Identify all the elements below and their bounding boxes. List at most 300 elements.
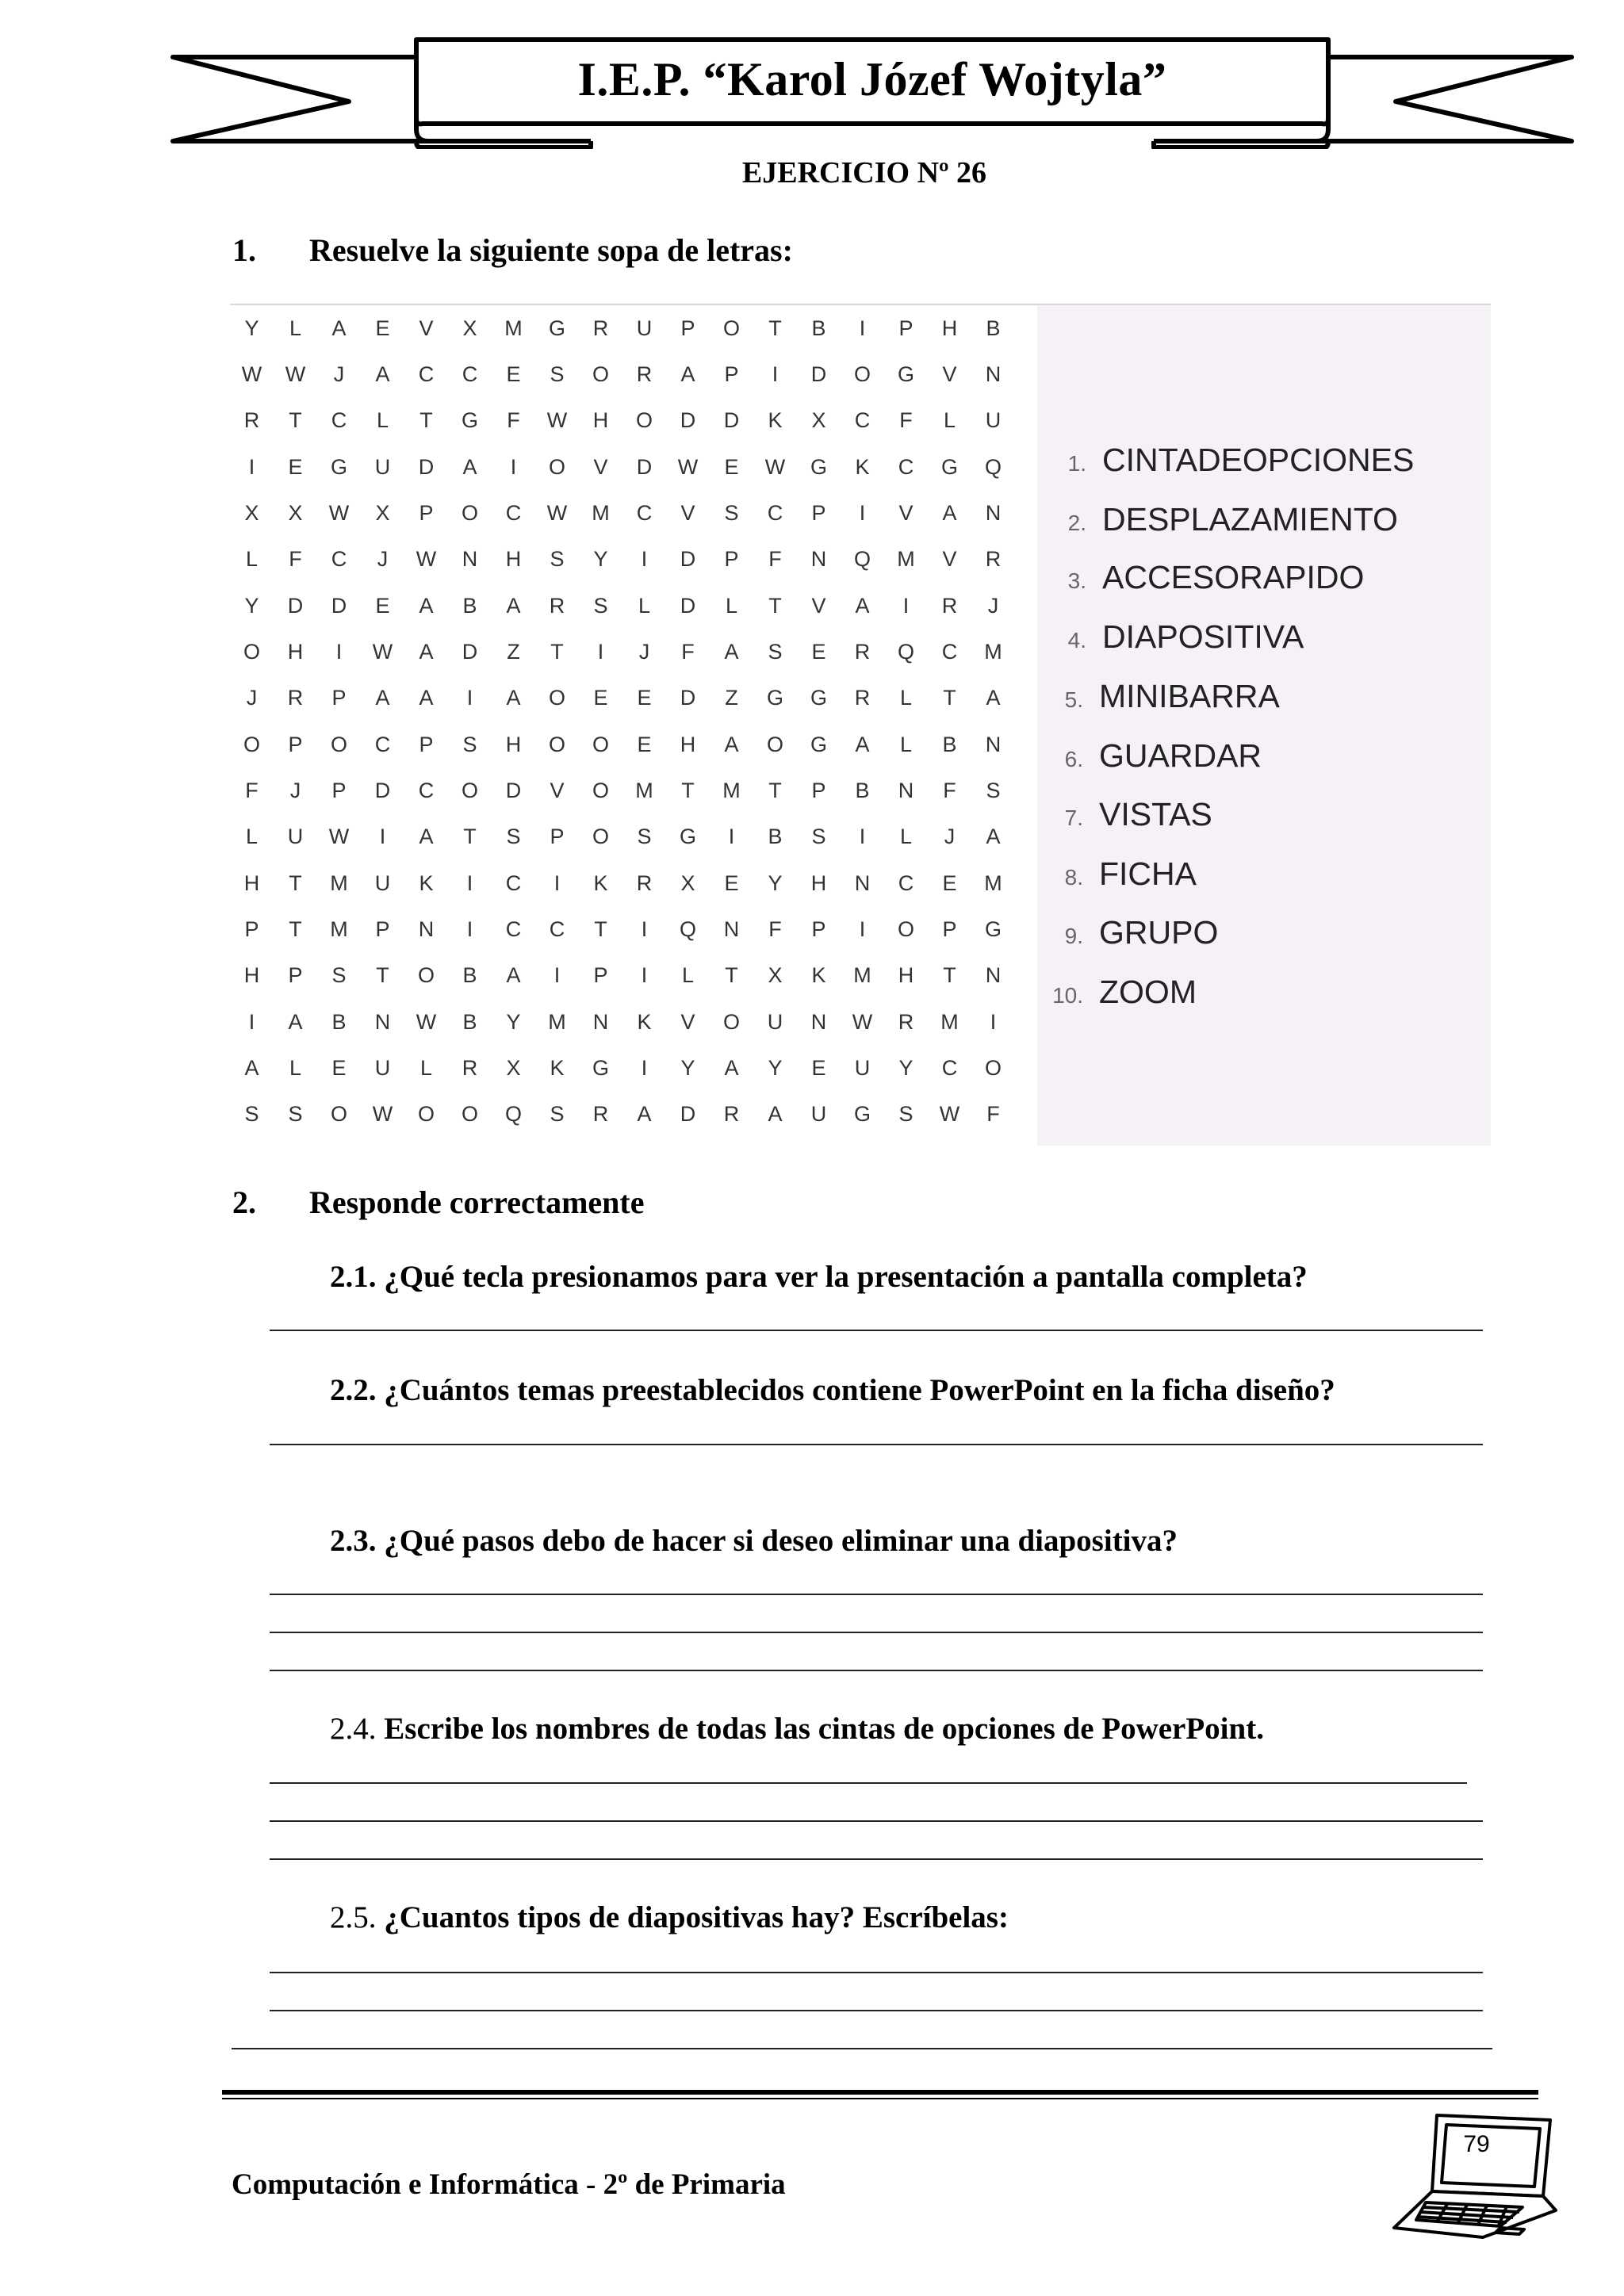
answer-line[interactable]: [270, 1594, 1483, 1595]
grid-letter: B: [331, 1009, 347, 1034]
grid-letter: R: [636, 871, 653, 895]
grid-letter: I: [859, 825, 866, 849]
grid-letter: L: [245, 825, 259, 849]
footer-course: Computación e Informática - 2º de Primaria: [232, 2168, 786, 2201]
grid-letter: E: [724, 871, 739, 895]
word-search-grid: [230, 305, 1015, 1138]
grid-letter: D: [680, 547, 696, 572]
answer-line[interactable]: [270, 1444, 1483, 1445]
grid-letter: J: [289, 778, 301, 802]
grid-letter: Y: [768, 871, 783, 895]
grid-letter: Y: [593, 547, 608, 572]
word-text: VISTAS: [1099, 796, 1212, 832]
grid-letter: Q: [897, 639, 914, 664]
grid-letter: T: [725, 963, 738, 988]
grid-letter: I: [597, 639, 604, 664]
grid-letter: O: [461, 500, 478, 525]
question-number: 2.5.: [330, 1900, 377, 1934]
word-number: 6.: [1064, 747, 1083, 771]
grid-letter: A: [942, 500, 957, 525]
grid-letter: S: [288, 1102, 303, 1127]
grid-letter: O: [635, 408, 653, 433]
grid-letter: I: [859, 316, 866, 340]
grid-letter: Q: [504, 1102, 522, 1127]
grid-letter: L: [376, 408, 389, 433]
grid-letter: N: [985, 732, 1002, 756]
grid-letter: H: [505, 732, 522, 756]
grid-letter: V: [593, 454, 608, 479]
grid-letter: A: [637, 1102, 652, 1127]
grid-letter: T: [943, 963, 956, 988]
word-text: GRUPO: [1099, 914, 1219, 951]
grid-letter: A: [462, 454, 477, 479]
word-number: 1.: [1067, 451, 1086, 476]
answer-line[interactable]: [270, 1670, 1483, 1671]
grid-letter: R: [898, 1009, 914, 1034]
grid-letter: G: [679, 825, 696, 849]
grid-letter: O: [243, 639, 260, 664]
grid-letter: W: [852, 1009, 873, 1034]
grid-letter: L: [725, 593, 738, 618]
answer-line[interactable]: [270, 1972, 1483, 1973]
grid-letter: Q: [853, 547, 871, 572]
grid-letter: I: [553, 963, 561, 988]
grid-letter: D: [418, 454, 435, 479]
grid-letter: L: [899, 825, 913, 849]
grid-letter: L: [899, 732, 913, 756]
grid-letter: P: [244, 916, 259, 941]
grid-letter: H: [243, 871, 260, 895]
grid-letter: N: [810, 547, 827, 572]
grid-letter: O: [461, 778, 478, 802]
grid-letter: N: [898, 778, 914, 802]
grid-letter: I: [335, 639, 343, 664]
grid-letter: I: [641, 916, 648, 941]
grid-letter: C: [331, 408, 347, 433]
word-list-item: [1036, 914, 1218, 951]
grid-letter: I: [902, 593, 910, 618]
grid-letter: A: [288, 1009, 303, 1034]
grid-letter: F: [768, 547, 782, 572]
grid-letter: J: [333, 362, 345, 386]
grid-letter: K: [811, 963, 826, 988]
grid-letter: A: [855, 732, 870, 756]
grid-letter: R: [549, 593, 565, 618]
grid-letter: Z: [507, 639, 520, 664]
question-2-1: [330, 1259, 1308, 1295]
grid-letter: M: [984, 639, 1002, 664]
grid-letter: O: [548, 454, 565, 479]
grid-letter: E: [375, 593, 390, 618]
question-text: ¿Cuantos tipos de diapositivas hay? Escríbelas:: [384, 1900, 1009, 1934]
grid-letter: E: [724, 454, 739, 479]
grid-letter: T: [289, 871, 302, 895]
grid-letter: O: [722, 316, 740, 340]
grid-letter: D: [636, 454, 653, 479]
word-number: 8.: [1064, 865, 1083, 890]
grid-letter: W: [372, 639, 393, 664]
word-list-item: [1036, 855, 1197, 893]
grid-letter: W: [372, 1102, 393, 1127]
grid-letter: E: [288, 454, 303, 479]
grid-letter: D: [287, 593, 304, 618]
word-number: 9.: [1064, 924, 1083, 948]
grid-letter: B: [855, 778, 870, 802]
grid-letter: B: [462, 1009, 477, 1034]
grid-letter: M: [592, 500, 610, 525]
grid-letter: P: [724, 362, 739, 386]
grid-letter: H: [243, 963, 260, 988]
grid-letter: M: [330, 871, 348, 895]
word-text: ZOOM: [1099, 974, 1197, 1010]
word-list-item: [1039, 442, 1414, 479]
grid-letter: O: [592, 362, 609, 386]
grid-letter: Y: [506, 1009, 521, 1034]
grid-letter: S: [593, 593, 608, 618]
grid-letter: B: [768, 825, 783, 849]
grid-letter: N: [374, 1009, 391, 1034]
grid-letter: A: [419, 639, 434, 664]
grid-letter: R: [636, 362, 653, 386]
grid-letter: C: [549, 916, 565, 941]
grid-letter: W: [764, 454, 786, 479]
question-number: 2.3.: [330, 1524, 377, 1558]
grid-letter: U: [985, 408, 1002, 433]
grid-letter: O: [330, 732, 347, 756]
grid-letter: I: [641, 547, 648, 572]
grid-letter: D: [680, 593, 696, 618]
grid-letter: E: [375, 316, 390, 340]
grid-letter: F: [289, 547, 302, 572]
word-list-item: [1039, 501, 1398, 538]
grid-letter: V: [550, 778, 565, 802]
word-text: DIAPOSITIVA: [1102, 618, 1304, 655]
grid-letter: G: [810, 686, 827, 710]
answer-line[interactable]: [270, 1858, 1483, 1860]
grid-letter: C: [505, 916, 522, 941]
grid-letter: P: [942, 916, 957, 941]
grid-letter: T: [943, 686, 956, 710]
grid-letter: X: [288, 500, 303, 525]
grid-letter: K: [855, 454, 870, 479]
grid-letter: H: [505, 547, 522, 572]
exercise-title: EJERCICIO Nº 26: [741, 156, 987, 189]
grid-letter: L: [289, 316, 302, 340]
grid-letter: Z: [725, 686, 738, 710]
grid-letter: L: [899, 686, 913, 710]
grid-letter: C: [941, 639, 958, 664]
grid-letter: J: [944, 825, 956, 849]
grid-letter: T: [768, 316, 782, 340]
grid-letter: C: [505, 871, 522, 895]
grid-letter: I: [466, 686, 473, 710]
grid-letter: E: [811, 639, 826, 664]
grid-letter: C: [636, 500, 653, 525]
grid-letter: Y: [680, 1055, 695, 1080]
answer-line[interactable]: [270, 1632, 1483, 1633]
answer-line[interactable]: [270, 1820, 1483, 1822]
grid-letter: D: [462, 639, 478, 664]
grid-letter: C: [941, 1055, 958, 1080]
grid-letter: M: [853, 963, 871, 988]
grid-letter: O: [243, 732, 260, 756]
grid-letter: R: [723, 1102, 740, 1127]
grid-letter: F: [681, 639, 695, 664]
grid-letter: I: [553, 871, 561, 895]
grid-letter: H: [810, 871, 827, 895]
word-text: MINIBARRA: [1099, 678, 1280, 714]
answer-line[interactable]: [270, 1782, 1467, 1784]
school-name: I.E.P. “Karol Józef Wojtyla”: [577, 52, 1167, 105]
grid-letter: I: [859, 916, 866, 941]
grid-letter: E: [942, 871, 957, 895]
grid-letter: M: [940, 1009, 959, 1034]
grid-letter: R: [287, 686, 304, 710]
grid-letter: I: [641, 1055, 648, 1080]
grid-letter: P: [811, 778, 826, 802]
grid-letter: E: [506, 362, 521, 386]
grid-letter: B: [986, 316, 1001, 340]
footer-rule: [222, 2098, 1538, 2099]
grid-letter: J: [638, 639, 650, 664]
grid-letter: O: [417, 963, 435, 988]
grid-letter: P: [593, 963, 608, 988]
question-2-5: [330, 1900, 1009, 1935]
grid-letter: W: [546, 408, 568, 433]
grid-letter: G: [897, 362, 914, 386]
question-2-3: [330, 1523, 1178, 1559]
grid-letter: R: [462, 1055, 478, 1080]
grid-letter: Y: [244, 316, 259, 340]
grid-letter: W: [416, 547, 437, 572]
question-text: ¿Qué pasos debo de hacer si deseo eliminar una diapositiva?: [384, 1524, 1178, 1558]
grid-letter: L: [943, 408, 956, 433]
grid-letter: O: [548, 732, 565, 756]
grid-letter: T: [376, 963, 389, 988]
grid-letter: D: [505, 778, 522, 802]
grid-letter: R: [854, 686, 871, 710]
grid-letter: F: [899, 408, 913, 433]
grid-letter: G: [984, 916, 1002, 941]
grid-letter: K: [550, 1055, 565, 1080]
answer-line[interactable]: [270, 2010, 1483, 2011]
grid-letter: W: [241, 362, 262, 386]
grid-letter: S: [811, 825, 826, 849]
grid-letter: U: [287, 825, 304, 849]
grid-letter: V: [811, 593, 826, 618]
grid-letter: O: [417, 1102, 435, 1127]
grid-letter: W: [677, 454, 699, 479]
grid-letter: F: [768, 916, 782, 941]
grid-letter: H: [941, 316, 958, 340]
grid-letter: D: [810, 362, 827, 386]
grid-letter: O: [984, 1055, 1002, 1080]
grid-letter: H: [898, 963, 914, 988]
grid-letter: S: [331, 963, 347, 988]
grid-letter: A: [506, 686, 521, 710]
grid-letter: X: [768, 963, 783, 988]
grid-letter: M: [984, 871, 1002, 895]
section-2-number: 2.: [232, 1184, 256, 1220]
grid-letter: T: [768, 593, 782, 618]
grid-letter: V: [419, 316, 434, 340]
grid-letter: L: [681, 963, 695, 988]
grid-letter: O: [548, 686, 565, 710]
section-1-number: 1.: [232, 232, 256, 268]
grid-letter: P: [550, 825, 565, 849]
grid-letter: N: [810, 1009, 827, 1034]
word-number: 2.: [1067, 511, 1086, 535]
question-number: 2.4.: [330, 1712, 377, 1746]
grid-letter: S: [986, 778, 1001, 802]
answer-line[interactable]: [232, 2048, 1492, 2049]
grid-letter: X: [811, 408, 826, 433]
grid-letter: T: [289, 916, 302, 941]
grid-letter: P: [331, 778, 347, 802]
grid-letter: T: [681, 778, 695, 802]
grid-letter: U: [810, 1102, 827, 1127]
grid-letter: A: [768, 1102, 783, 1127]
grid-letter: E: [637, 732, 652, 756]
grid-letter: O: [853, 362, 871, 386]
grid-letter: A: [506, 963, 521, 988]
grid-letter: O: [592, 732, 609, 756]
section-2-instruction: Responde correctamente: [309, 1184, 645, 1220]
grid-letter: A: [986, 686, 1001, 710]
grid-letter: A: [244, 1055, 259, 1080]
word-number: 4.: [1067, 628, 1086, 652]
grid-letter: G: [810, 732, 827, 756]
grid-letter: T: [463, 825, 477, 849]
grid-letter: A: [375, 362, 390, 386]
grid-letter: O: [330, 1102, 347, 1127]
grid-letter: W: [328, 825, 350, 849]
word-number: 5.: [1064, 687, 1083, 712]
grid-letter: U: [767, 1009, 783, 1034]
grid-letter: I: [641, 963, 648, 988]
grid-letter: D: [680, 1102, 696, 1127]
grid-letter: H: [680, 732, 696, 756]
grid-letter: W: [939, 1102, 960, 1127]
grid-letter: C: [767, 500, 783, 525]
grid-letter: P: [419, 732, 434, 756]
grid-letter: G: [548, 316, 565, 340]
grid-letter: Y: [898, 1055, 914, 1080]
grid-letter: X: [680, 871, 695, 895]
grid-letter: P: [898, 316, 914, 340]
grid-letter: L: [419, 1055, 433, 1080]
grid-letter: S: [550, 547, 565, 572]
answer-line[interactable]: [270, 1330, 1483, 1331]
grid-letter: I: [510, 454, 517, 479]
grid-letter: U: [374, 1055, 391, 1080]
grid-letter: T: [550, 639, 564, 664]
grid-letter: N: [854, 871, 871, 895]
laptop-icon: [1388, 2109, 1562, 2244]
grid-letter: G: [810, 454, 827, 479]
grid-letter: A: [855, 593, 870, 618]
grid-letter: P: [811, 500, 826, 525]
grid-letter: I: [728, 825, 735, 849]
grid-letter: M: [635, 778, 653, 802]
grid-letter: S: [724, 500, 739, 525]
grid-letter: D: [331, 593, 347, 618]
grid-letter: B: [942, 732, 957, 756]
grid-letter: I: [248, 454, 255, 479]
question-text: Escribe los nombres de todas las cintas de opciones de PowerPoint.: [384, 1712, 1264, 1746]
grid-letter: A: [724, 1055, 739, 1080]
grid-letter: P: [331, 686, 347, 710]
word-text: FICHA: [1099, 855, 1197, 892]
grid-letter: I: [466, 916, 473, 941]
grid-letter: A: [331, 316, 347, 340]
grid-letter: E: [593, 686, 608, 710]
grid-letter: A: [375, 686, 390, 710]
grid-letter: Y: [768, 1055, 783, 1080]
word-list-item: [1036, 678, 1280, 715]
grid-letter: I: [248, 1009, 255, 1034]
word-list-item: [1036, 737, 1262, 775]
grid-letter: C: [898, 454, 914, 479]
word-list-item: [1036, 974, 1197, 1011]
grid-letter: C: [418, 778, 435, 802]
grid-letter: J: [246, 686, 258, 710]
grid-letter: P: [288, 963, 303, 988]
grid-letter: X: [375, 500, 390, 525]
grid-letter: O: [897, 916, 914, 941]
word-text: CINTADEOPCIONES: [1102, 442, 1415, 478]
grid-letter: I: [466, 871, 473, 895]
grid-letter: E: [811, 1055, 826, 1080]
grid-letter: R: [243, 408, 260, 433]
grid-letter: Y: [244, 593, 259, 618]
grid-letter: O: [722, 1009, 740, 1034]
grid-letter: M: [548, 1009, 566, 1034]
grid-letter: A: [986, 825, 1001, 849]
grid-letter: R: [592, 316, 609, 340]
question-2-2: [330, 1372, 1335, 1408]
grid-letter: V: [680, 500, 695, 525]
grid-letter: S: [768, 639, 783, 664]
question-text: ¿Cuántos temas preestablecidos contiene PowerPoint en la ficha diseño?: [384, 1373, 1335, 1407]
grid-letter: M: [897, 547, 915, 572]
grid-letter: N: [985, 963, 1002, 988]
grid-letter: V: [942, 362, 957, 386]
grid-letter: R: [592, 1102, 609, 1127]
grid-letter: C: [898, 871, 914, 895]
grid-letter: M: [504, 316, 523, 340]
grid-letter: X: [506, 1055, 521, 1080]
word-number: 7.: [1064, 806, 1083, 830]
word-number: 3.: [1067, 568, 1086, 593]
grid-letter: M: [330, 916, 348, 941]
word-list-item: [1036, 796, 1212, 833]
grid-letter: L: [289, 1055, 302, 1080]
grid-letter: N: [985, 362, 1002, 386]
footer-rule: [222, 2090, 1538, 2095]
grid-letter: B: [462, 963, 477, 988]
grid-letter: D: [680, 408, 696, 433]
grid-letter: A: [419, 686, 434, 710]
grid-letter: S: [637, 825, 652, 849]
grid-letter: I: [859, 500, 866, 525]
grid-letter: R: [941, 593, 958, 618]
grid-letter: S: [462, 732, 477, 756]
grid-letter: P: [811, 916, 826, 941]
grid-letter: R: [854, 639, 871, 664]
grid-letter: I: [990, 1009, 997, 1034]
word-list-item: [1039, 618, 1304, 656]
